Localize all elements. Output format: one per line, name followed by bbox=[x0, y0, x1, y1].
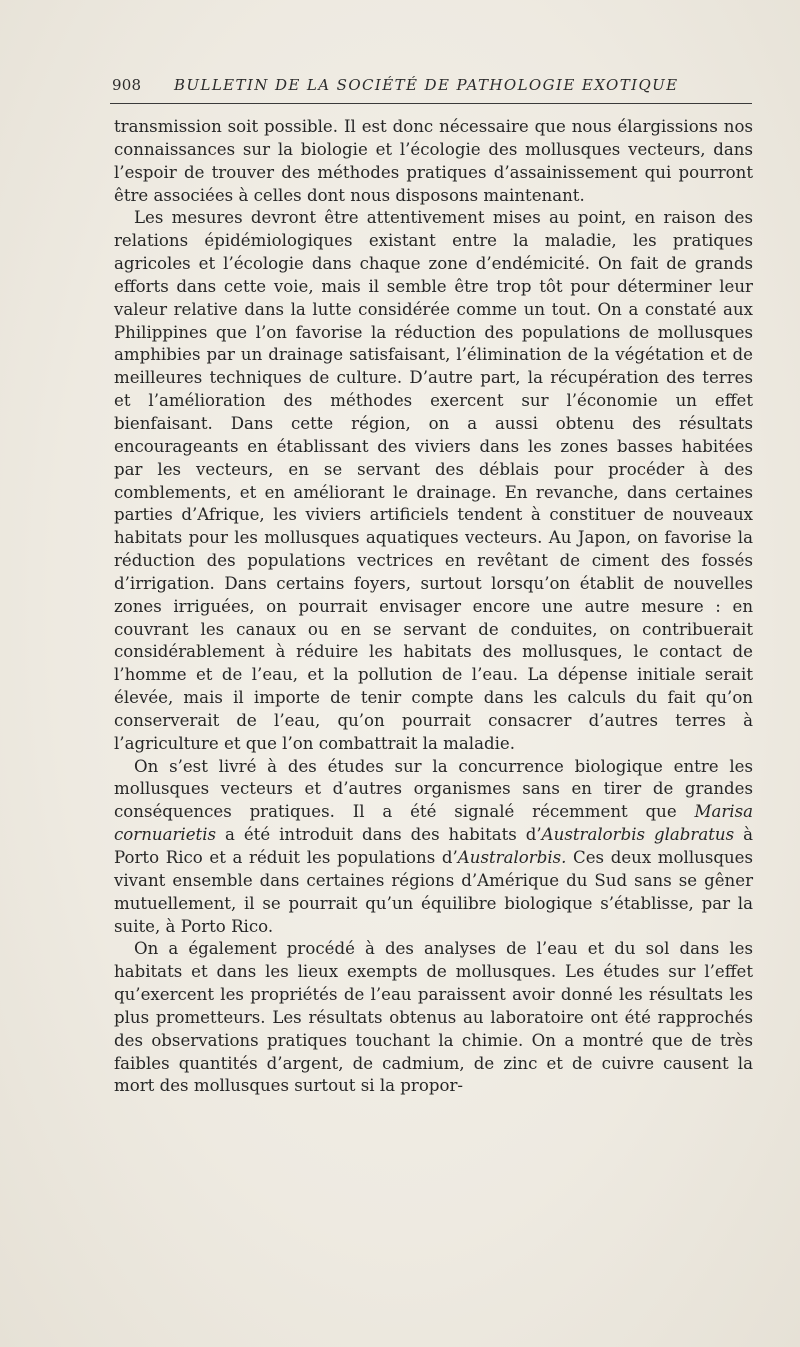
species-name-marisa: Marisa cornuarietis bbox=[114, 802, 753, 845]
paragraph-1 bbox=[114, 116, 753, 207]
paragraph-4-text: On a également procédé à des analyses de l’eau et du sol dans les habitats et dans les lieux exempts de mollusques. Les études sur l’effet qu’exercent les propriétés de l’eau paraissent avoir donné les résultats les plus prometteurs. Les résultats obtenus au laboratoire ont été rapprochés des observations pratiques touchant la chimie. On a montré que de très faibles quantités d’argent, de cadmium, de zinc et de cuivre causent la mort des mollusques surtout si la propor- bbox=[114, 939, 753, 1096]
paragraph-1-text: transmission soit possible. Il est donc nécessaire que nous élargissions nos connaissances sur la biologie et l’écologie des mollusques vecteurs, dans l’espoir de trouver des méthodes pratiques d’assainissement qui pourront être associées à celles dont nous disposons maintenant. bbox=[114, 117, 753, 205]
paragraph-2-text: Les mesures devront être attentivement mises au point, en raison des relations épidémiologiques existant entre la maladie, les pratiques agricoles et l’écologie dans chaque zone d’endémicité. On fait de grands efforts dans cette voie, mais il semble être trop tôt pour déterminer leur valeur relative dans la lutte considérée comme un tout. On a constaté aux Philippines que l’on favorise la réduction des populations de mollusques amphibies par un drainage satisfaisant, l’élimination de la végétation et de meilleures techniques de culture. D’autre part, la récupération des terres et l’amélioration des méthodes exercent sur l’économie un effet bienfaisant. Dans cette région, on a aussi obtenu des résultats encourageants en établissant des viviers dans les zones basses habitées par les vecteurs, en se servant des déblais pour procéder à des comblements, et en améliorant le drainage. En revanche, dans certaines parties d’Afrique, les viviers artificiels tendent à constituer de nouveaux habitats pour les mollusques aquatiques vecteurs. Au Japon, on favorise la réduction des populations vectrices en revêtant de ciment des fossés d’irrigation. Dans certains foyers, surtout lorsqu’on établit de nouvelles zones irriguées, on pourrait envisager encore une autre mesure : en couvrant les canaux ou en se servant de conduites, on contribuerait considérablement à réduire les habitats des mollusques, le contact de l’homme et de l’eau, et la pollution de l’eau. La dépense initiale serait élevée, mais il importe de tenir compte dans les calculs du fait qu’on conserverait de l’eau, qu’on pourrait consacrer d’autres terres à l’agriculture et que l’on combattrait la maladie. bbox=[114, 208, 753, 753]
paragraph-3-text-d: Ces deux mollusques vivant ensemble dans certaines régions d’Amérique du Sud sans se gêner mutuellement, il se pourrait qu’un équilibre biologique s’établisse, par la suite, à Porto Rico. bbox=[114, 848, 753, 936]
header-rule bbox=[110, 103, 752, 104]
paragraph-3 bbox=[114, 756, 753, 939]
page-number: 908 bbox=[112, 76, 142, 94]
paragraph-3-text-c: à Porto Rico et a réduit les populations d’ bbox=[114, 825, 753, 867]
journal-title: BULLETIN DE LA SOCIÉTÉ DE PATHOLOGIE EXOTIQUE bbox=[174, 76, 679, 94]
genus-name-australorbis: Australorbis. bbox=[457, 848, 567, 867]
paragraph-2 bbox=[114, 207, 753, 755]
paragraph-4 bbox=[114, 938, 753, 1098]
paragraph-3-text-b: a été introduit dans des habitats d’ bbox=[216, 825, 542, 845]
paragraph-3-text-a: On s’est livré à des études sur la concurrence biologique entre les mollusques vecteurs et d’autres organismes sans en tirer de grandes conséquences pratiques. Il a été signalé récemment que bbox=[114, 756, 753, 822]
running-header bbox=[112, 76, 752, 100]
species-name-australorbis-glabratus: Australorbis glabratus bbox=[541, 825, 735, 845]
article-body bbox=[114, 116, 753, 1098]
